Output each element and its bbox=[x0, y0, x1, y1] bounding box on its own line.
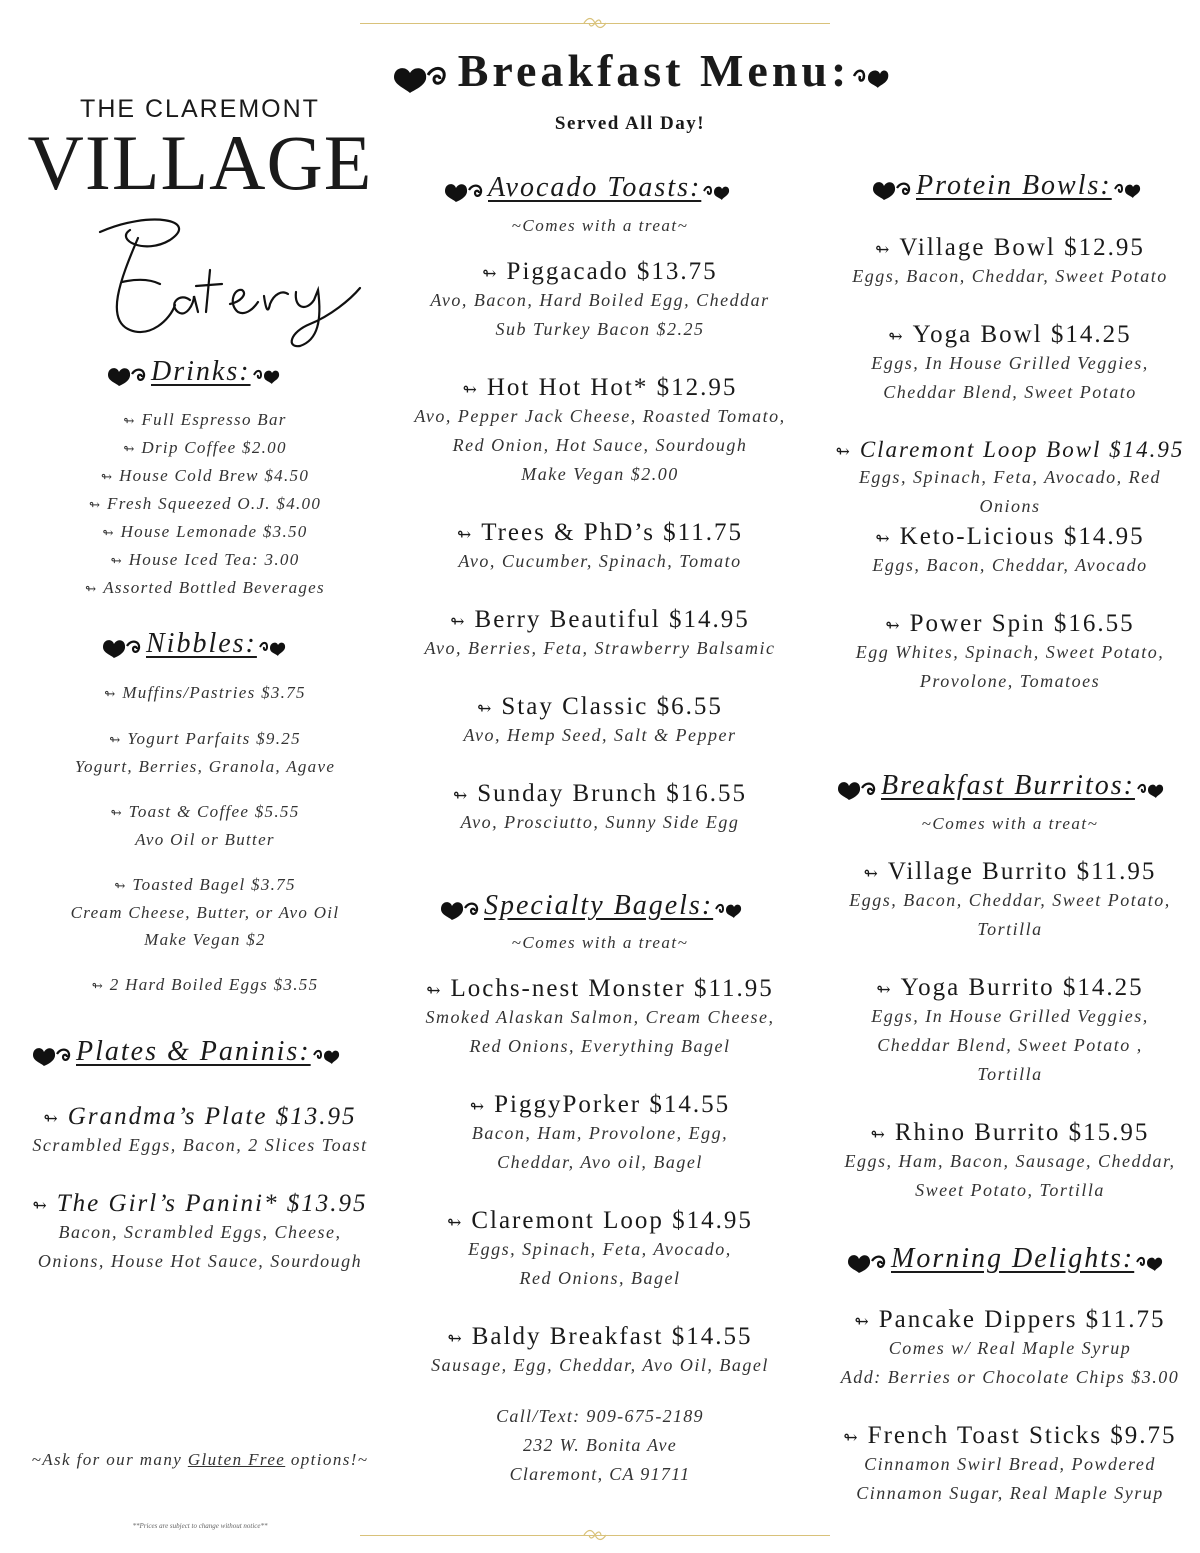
list-item: ↬ The Girl’s Panini* $13.95 bbox=[32, 1190, 368, 1217]
list-item: ↬ Pancake Dippers $11.75 bbox=[854, 1306, 1166, 1333]
list-item: ↬ Village Burrito $11.95 bbox=[863, 858, 1157, 885]
list-item: ↬ Assorted Bottled Beverages bbox=[85, 578, 325, 597]
arrow-icon: ↬ bbox=[875, 240, 892, 259]
item-description: Tortilla bbox=[977, 1064, 1043, 1084]
nibbles-heading bbox=[100, 628, 287, 660]
logo-eatery-script bbox=[60, 200, 380, 350]
avocado-toasts-heading-label: Avocado Toasts: bbox=[488, 172, 702, 203]
list-item: ↬ Lochs-nest Monster $11.95 bbox=[426, 975, 774, 1002]
top-ornament-icon bbox=[582, 17, 608, 29]
item-description: Make Vegan $2 bbox=[144, 930, 266, 949]
logo-line-claremont: THE CLAREMONT bbox=[80, 95, 320, 123]
avocado-toasts-list bbox=[390, 216, 810, 837]
item-description: Tortilla bbox=[977, 919, 1043, 939]
list-item: ↬ Village Bowl $12.95 bbox=[875, 234, 1145, 261]
arrow-icon: ↬ bbox=[123, 413, 136, 428]
drinks-heading bbox=[105, 356, 281, 388]
treat-note: ~Comes with a treat~ bbox=[921, 814, 1099, 833]
heart-flourish-icon bbox=[30, 1041, 76, 1067]
arrow-icon: ↬ bbox=[870, 1125, 887, 1144]
morning-delights-heading-label: Morning Delights: bbox=[891, 1243, 1135, 1274]
list-item: ↬ Yoga Bowl $14.25 bbox=[888, 321, 1132, 348]
arrow-icon: ↬ bbox=[876, 980, 893, 999]
list-item: ↬ Claremont Loop Bowl $14.95 bbox=[835, 437, 1185, 462]
page-title bbox=[360, 44, 920, 97]
avocado-toasts-heading bbox=[442, 172, 731, 204]
item-description: Eggs, Bacon, Cheddar, Sweet Potato bbox=[852, 266, 1168, 286]
arrow-icon: ↬ bbox=[854, 1312, 871, 1331]
item-description: Scrambled Eggs, Bacon, 2 Slices Toast bbox=[32, 1135, 368, 1155]
drinks-heading-label: Drinks: bbox=[151, 356, 251, 387]
item-description: Make Vegan $2.00 bbox=[521, 464, 679, 484]
list-item: ↬ Trees & PhD’s $11.75 bbox=[456, 519, 744, 546]
list-item: ↬ Yoga Burrito $14.25 bbox=[876, 974, 1144, 1001]
plates-heading bbox=[30, 1036, 341, 1068]
morning-delights-list bbox=[820, 1306, 1200, 1508]
arrow-icon: ↬ bbox=[462, 380, 479, 399]
leaf-flourish-icon bbox=[311, 1043, 341, 1065]
contact-phone[interactable]: Call/Text: 909-675-2189 bbox=[496, 1406, 704, 1426]
breakfast-burritos-heading-label: Breakfast Burritos: bbox=[881, 770, 1135, 801]
treat-note: ~Comes with a treat~ bbox=[511, 216, 689, 235]
arrow-icon: ↬ bbox=[32, 1196, 49, 1215]
drinks-list bbox=[20, 406, 390, 602]
item-description: Yogurt, Berries, Granola, Agave bbox=[74, 757, 336, 776]
protein-bowls-heading bbox=[870, 170, 1142, 202]
gluten-free-link[interactable]: Gluten Free bbox=[187, 1450, 286, 1469]
arrow-icon: ↬ bbox=[456, 525, 474, 544]
arrow-icon: ↬ bbox=[843, 1428, 860, 1447]
plates-heading-label: Plates & Paninis: bbox=[76, 1036, 311, 1067]
item-description: Red Onions, Bagel bbox=[519, 1268, 681, 1288]
heart-flourish-icon bbox=[845, 1248, 891, 1274]
price-disclaimer: **Prices are subject to change without notice** bbox=[132, 1522, 268, 1530]
item-description: Eggs, Spinach, Feta, Avocado, Red bbox=[858, 467, 1162, 487]
arrow-icon: ↬ bbox=[885, 616, 902, 635]
list-item: ↬ 2 Hard Boiled Eggs $3.55 bbox=[91, 975, 319, 994]
plates-list bbox=[10, 1103, 390, 1276]
item-description: Egg Whites, Spinach, Sweet Potato, bbox=[855, 642, 1165, 662]
list-item: ↬ Baldy Breakfast $14.55 bbox=[447, 1323, 753, 1350]
page-subtitle: Served All Day! bbox=[554, 113, 706, 134]
item-description: Cinnamon Sugar, Real Maple Syrup bbox=[856, 1483, 1164, 1503]
leaf-flourish-icon bbox=[1135, 777, 1165, 799]
item-description: Eggs, Bacon, Cheddar, Avocado bbox=[872, 555, 1148, 575]
list-item: ↬ Toasted Bagel $3.75 bbox=[114, 875, 296, 894]
heart-flourish-icon bbox=[100, 633, 146, 659]
item-description: Sausage, Egg, Cheddar, Avo Oil, Bagel bbox=[431, 1355, 769, 1375]
list-item: ↬ Piggacado $13.75 bbox=[482, 258, 718, 285]
item-description: Avo, Pepper Jack Cheese, Roasted Tomato, bbox=[414, 406, 786, 426]
item-description: Avo, Bacon, Hard Boiled Egg, Cheddar bbox=[430, 290, 770, 310]
arrow-icon: ↬ bbox=[863, 864, 880, 883]
arrow-icon: ↬ bbox=[482, 264, 499, 283]
arrow-icon: ↬ bbox=[88, 497, 102, 512]
contact-street: 232 W. Bonita Ave bbox=[522, 1435, 678, 1455]
arrow-icon: ↬ bbox=[114, 878, 127, 893]
item-description: Avo, Berries, Feta, Strawberry Balsamic bbox=[424, 638, 776, 658]
arrow-icon: ↬ bbox=[477, 699, 494, 718]
list-item: ↬ Yogurt Parfaits $9.25 bbox=[109, 729, 301, 748]
item-description: Onions bbox=[979, 496, 1041, 516]
heart-flourish-icon bbox=[105, 361, 151, 387]
item-description: Eggs, In House Grilled Veggies, bbox=[871, 353, 1149, 373]
specialty-bagels-heading-label: Specialty Bagels: bbox=[484, 890, 714, 921]
item-description: Sweet Potato, Tortilla bbox=[915, 1180, 1105, 1200]
arrow-icon: ↬ bbox=[85, 581, 98, 596]
arrow-icon: ↬ bbox=[91, 978, 104, 993]
list-item: ↬ Hot Hot Hot* $12.95 bbox=[462, 374, 738, 401]
arrow-icon: ↬ bbox=[875, 529, 892, 548]
heart-flourish-icon bbox=[835, 775, 881, 801]
list-item: ↬ Power Spin $16.55 bbox=[885, 610, 1135, 637]
arrow-icon: ↬ bbox=[43, 1109, 60, 1128]
item-description: Provolone, Tomatoes bbox=[919, 671, 1101, 691]
item-description: Cinnamon Swirl Bread, Powdered bbox=[864, 1454, 1156, 1474]
item-description: Comes w/ Real Maple Syrup bbox=[888, 1338, 1132, 1358]
list-item: ↬ Claremont Loop $14.95 bbox=[447, 1207, 753, 1234]
leaf-flourish-icon bbox=[713, 897, 743, 919]
arrow-icon: ↬ bbox=[452, 786, 470, 805]
protein-bowls-list bbox=[820, 234, 1200, 696]
arrow-icon: ↬ bbox=[450, 612, 467, 631]
list-item: ↬ Toast & Coffee $5.55 bbox=[110, 802, 300, 821]
nibbles-heading-label: Nibbles: bbox=[146, 628, 257, 659]
list-item: ↬ House Cold Brew $4.50 bbox=[100, 466, 310, 485]
list-item: ↬ Fresh Squeezed O.J. $4.00 bbox=[88, 494, 322, 513]
list-item: ↬ Full Espresso Bar bbox=[123, 410, 287, 429]
contact-info bbox=[420, 1402, 780, 1489]
item-description: Red Onion, Hot Sauce, Sourdough bbox=[452, 435, 748, 455]
leaf-flourish-icon bbox=[1134, 1250, 1164, 1272]
heart-flourish-icon bbox=[870, 175, 916, 201]
arrow-icon: ↬ bbox=[447, 1213, 464, 1232]
item-description: Bacon, Ham, Provolone, Egg, bbox=[471, 1123, 729, 1143]
arrow-icon: ↬ bbox=[102, 525, 115, 540]
arrow-icon: ↬ bbox=[109, 732, 122, 747]
item-description: Sub Turkey Bacon $2.25 bbox=[495, 319, 705, 339]
item-description: Red Onions, Everything Bagel bbox=[469, 1036, 731, 1056]
leaf-flourish-icon bbox=[251, 363, 281, 385]
item-description: Cheddar Blend, Sweet Potato bbox=[883, 382, 1137, 402]
list-item: ↬ Drip Coffee $2.00 bbox=[123, 438, 287, 457]
item-description: Avo, Hemp Seed, Salt & Pepper bbox=[463, 725, 737, 745]
arrow-icon: ↬ bbox=[447, 1329, 464, 1348]
list-item: ↬ French Toast Sticks $9.75 bbox=[843, 1422, 1177, 1449]
arrow-icon: ↬ bbox=[888, 327, 905, 346]
item-description: Eggs, Bacon, Cheddar, Sweet Potato, bbox=[849, 890, 1171, 910]
arrow-icon: ↬ bbox=[469, 1097, 487, 1116]
arrow-icon: ↬ bbox=[110, 553, 123, 568]
item-description: Add: Berries or Chocolate Chips $3.00 bbox=[840, 1367, 1180, 1387]
protein-bowls-heading-label: Protein Bowls: bbox=[916, 170, 1112, 201]
item-description: Avo, Cucumber, Spinach, Tomato bbox=[458, 551, 742, 571]
list-item: ↬ Berry Beautiful $14.95 bbox=[450, 606, 750, 633]
specialty-bagels-heading bbox=[438, 890, 743, 922]
gluten-free-note: ~Ask for our many Gluten Free options!~ bbox=[31, 1450, 369, 1469]
breakfast-burritos-list bbox=[820, 814, 1200, 1205]
arrow-icon: ↬ bbox=[110, 805, 123, 820]
arrow-icon: ↬ bbox=[123, 441, 136, 456]
list-item: ↬ PiggyPorker $14.55 bbox=[469, 1091, 731, 1118]
list-item: ↬ Sunday Brunch $16.55 bbox=[452, 780, 748, 807]
item-description: Avo, Prosciutto, Sunny Side Egg bbox=[460, 812, 740, 832]
breakfast-burritos-heading bbox=[835, 770, 1165, 802]
nibbles-list bbox=[20, 679, 390, 999]
contact-city: Claremont, CA 91711 bbox=[509, 1464, 691, 1484]
item-description: Eggs, Ham, Bacon, Sausage, Cheddar, bbox=[844, 1151, 1176, 1171]
list-item: ↬ House Iced Tea: 3.00 bbox=[110, 550, 300, 569]
leaf-flourish-icon bbox=[257, 635, 287, 657]
leaf-flourish-icon bbox=[850, 60, 892, 90]
arrow-icon: ↬ bbox=[835, 442, 852, 461]
specialty-bagels-list bbox=[390, 933, 810, 1380]
leaf-flourish-icon bbox=[1112, 177, 1142, 199]
morning-delights-heading bbox=[845, 1243, 1164, 1275]
list-item: ↬ House Lemonade $3.50 bbox=[102, 522, 308, 541]
logo-line-village: VILLAGE bbox=[27, 119, 373, 206]
item-description: Bacon, Scrambled Eggs, Cheese, bbox=[58, 1222, 342, 1242]
item-description: Eggs, In House Grilled Veggies, bbox=[871, 1006, 1149, 1026]
item-description: Eggs, Spinach, Feta, Avocado, bbox=[468, 1239, 732, 1259]
title-text: Breakfast Menu: bbox=[457, 45, 851, 96]
list-item: ↬ Stay Classic $6.55 bbox=[477, 693, 723, 720]
list-item: ↬ Muffins/Pastries $3.75 bbox=[104, 683, 306, 702]
bottom-ornament-icon bbox=[582, 1529, 608, 1541]
item-description: Smoked Alaskan Salmon, Cream Cheese, bbox=[425, 1007, 775, 1027]
heart-flourish-icon bbox=[438, 895, 484, 921]
list-item: ↬ Rhino Burrito $15.95 bbox=[870, 1119, 1150, 1146]
item-description: Cheddar Blend, Sweet Potato , bbox=[877, 1035, 1143, 1055]
item-description: Avo Oil or Butter bbox=[135, 830, 275, 849]
heart-flourish-icon bbox=[388, 55, 458, 95]
heart-flourish-icon bbox=[442, 177, 488, 203]
arrow-icon: ↬ bbox=[426, 981, 443, 1000]
arrow-icon: ↬ bbox=[100, 469, 114, 484]
list-item: ↬ Grandma’s Plate $13.95 bbox=[43, 1103, 357, 1130]
leaf-flourish-icon bbox=[701, 179, 731, 201]
treat-note: ~Comes with a treat~ bbox=[511, 933, 689, 952]
item-description: Cheddar, Avo oil, Bagel bbox=[497, 1152, 703, 1172]
arrow-icon: ↬ bbox=[104, 686, 117, 701]
item-description: Onions, House Hot Sauce, Sourdough bbox=[37, 1251, 363, 1271]
list-item: ↬ Keto-Licious $14.95 bbox=[875, 523, 1145, 550]
item-description: Cream Cheese, Butter, or Avo Oil bbox=[70, 903, 340, 922]
